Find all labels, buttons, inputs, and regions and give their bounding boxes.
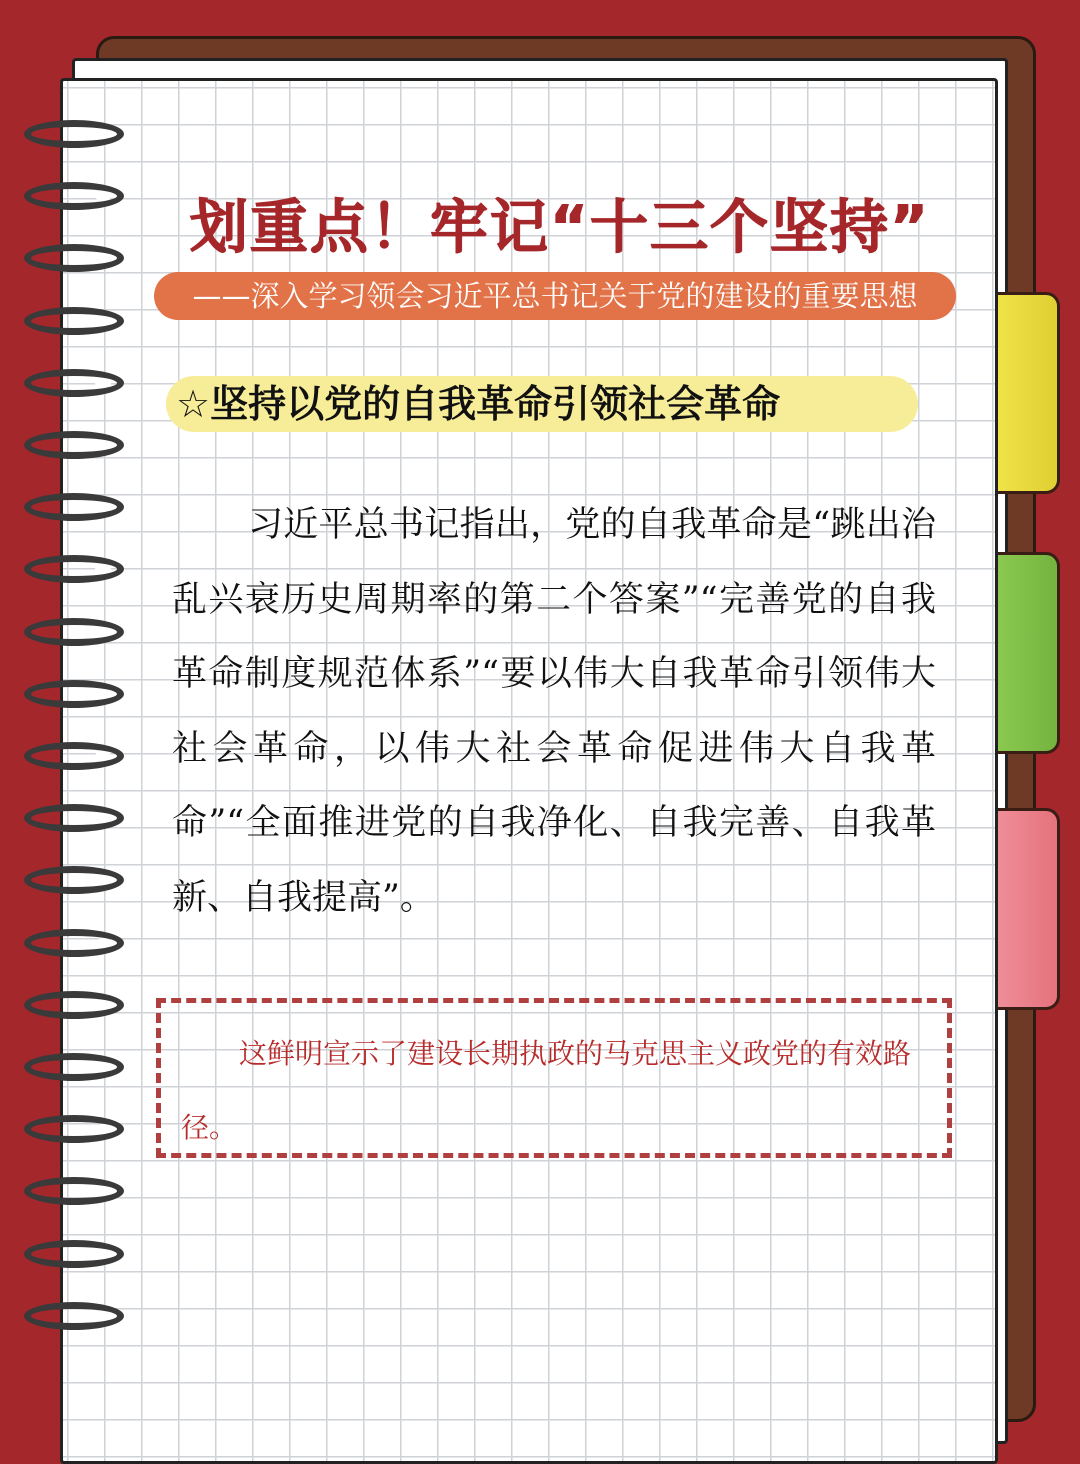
binding-ring [24,929,124,957]
subtitle-banner [154,272,956,320]
binding-ring [24,307,124,335]
yellow-tab [988,292,1060,494]
binding-ring [24,369,124,397]
highlight-note-text: 这鲜明宣示了建设长期执政的马克思主义政党的有效路径。 [181,1037,912,1144]
pink-tab [988,808,1060,1010]
body-paragraph: 习近平总书记指出，党的自我革命是“跳出治乱兴衰历史周期率的第二个答案”“完善党的自我革命制度规范体系”“要以伟大自我革命引领伟大社会革命，以伟大社会革命促进伟大自我革命”“全面推进党的自我净化、自我完善、自我革新、自我提高”。 [172,505,936,918]
binding-ring [24,680,124,708]
binding-ring [24,431,124,459]
section-heading-text: ☆坚持以党的自我革命引领社会革命 [176,382,781,426]
binding-ring [24,1302,124,1330]
binding-ring [24,1053,124,1081]
binding-ring [24,742,124,770]
binding-ring [24,493,124,521]
green-tab [988,552,1060,754]
binding-ring [24,804,124,832]
subtitle-text: ——深入学习领会习近平总书记关于党的建设的重要思想 [192,279,918,313]
binding-ring [24,618,124,646]
page-title: 划重点！牢记“十三个坚持” [189,193,931,261]
highlight-note-box [156,998,952,1158]
binding-ring [24,1240,124,1268]
binding-ring [24,182,124,210]
section-heading [166,376,918,432]
binding-ring [24,120,124,148]
binding-ring [24,991,124,1019]
binding-ring [24,1115,124,1143]
